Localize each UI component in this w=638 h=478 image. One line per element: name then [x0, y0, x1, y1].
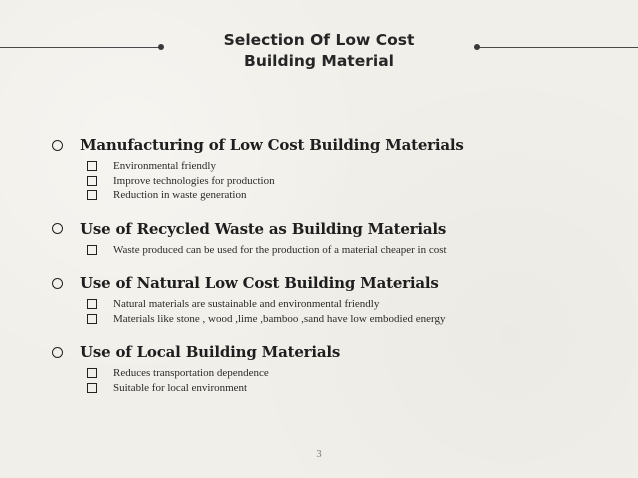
sub-item-text: Reduces transportation dependence — [113, 367, 269, 380]
hollow-square-bullet-icon — [87, 161, 97, 171]
hollow-circle-bullet-icon — [52, 347, 63, 358]
section-recycled-waste — [52, 217, 612, 258]
sub-item-list — [52, 297, 612, 326]
sub-item-text: Natural materials are sustainable and environmental friendly — [113, 298, 380, 311]
slide-title-line-1: Selection Of Low Cost — [223, 31, 415, 49]
hollow-circle-bullet-icon — [52, 140, 63, 151]
hollow-square-bullet-icon — [87, 383, 97, 393]
sub-item — [87, 366, 612, 381]
sub-item-text: Environmental friendly — [113, 160, 216, 173]
hollow-circle-bullet-icon — [52, 278, 63, 289]
section-heading: Use of Natural Low Cost Building Materials — [80, 274, 439, 292]
sub-item — [87, 188, 612, 203]
right-divider-line — [478, 47, 638, 48]
left-divider-line — [0, 47, 160, 48]
sub-item — [87, 243, 612, 258]
hollow-circle-bullet-icon — [52, 223, 63, 234]
sub-item-text: Waste produced can be used for the production of a material cheaper in cost — [113, 243, 447, 256]
hollow-square-bullet-icon — [87, 245, 97, 255]
left-divider-dot-icon — [158, 44, 164, 50]
sub-item-text: Improve technologies for production — [113, 174, 275, 187]
sub-item — [87, 297, 612, 312]
section-heading-row — [52, 133, 612, 157]
sub-item — [87, 174, 612, 189]
section-heading-row — [52, 271, 612, 295]
right-divider-dot-icon — [474, 44, 480, 50]
hollow-square-bullet-icon — [87, 176, 97, 186]
section-heading: Use of Recycled Waste as Building Materials — [80, 219, 447, 238]
slide-title — [180, 30, 458, 72]
page-number: 3 — [316, 449, 322, 460]
sub-item-text: Suitable for local environment — [113, 381, 248, 394]
hollow-square-bullet-icon — [87, 314, 97, 324]
sub-item — [87, 312, 612, 327]
hollow-square-bullet-icon — [87, 299, 97, 309]
sub-item-list — [52, 366, 612, 395]
section-manufacturing — [52, 133, 612, 203]
section-heading-row — [52, 217, 612, 241]
sub-item — [87, 159, 612, 174]
sub-item-text: Materials like stone , wood ,lime ,bamboo ,sand have low embodied energy — [113, 312, 446, 325]
slide-title-line-2: Building Material — [244, 52, 394, 70]
section-local-materials — [52, 340, 612, 395]
hollow-square-bullet-icon — [87, 190, 97, 200]
section-heading: Use of Local Building Materials — [80, 343, 341, 361]
sub-item-text: Reduction in waste generation — [113, 189, 247, 202]
bullet-content — [52, 133, 612, 409]
section-heading-row — [52, 340, 612, 364]
section-heading: Manufacturing of Low Cost Building Materials — [80, 136, 464, 154]
sub-item — [87, 381, 612, 396]
hollow-square-bullet-icon — [87, 368, 97, 378]
sub-item-list — [52, 159, 612, 203]
section-natural-materials — [52, 271, 612, 326]
sub-item-list — [52, 243, 612, 258]
